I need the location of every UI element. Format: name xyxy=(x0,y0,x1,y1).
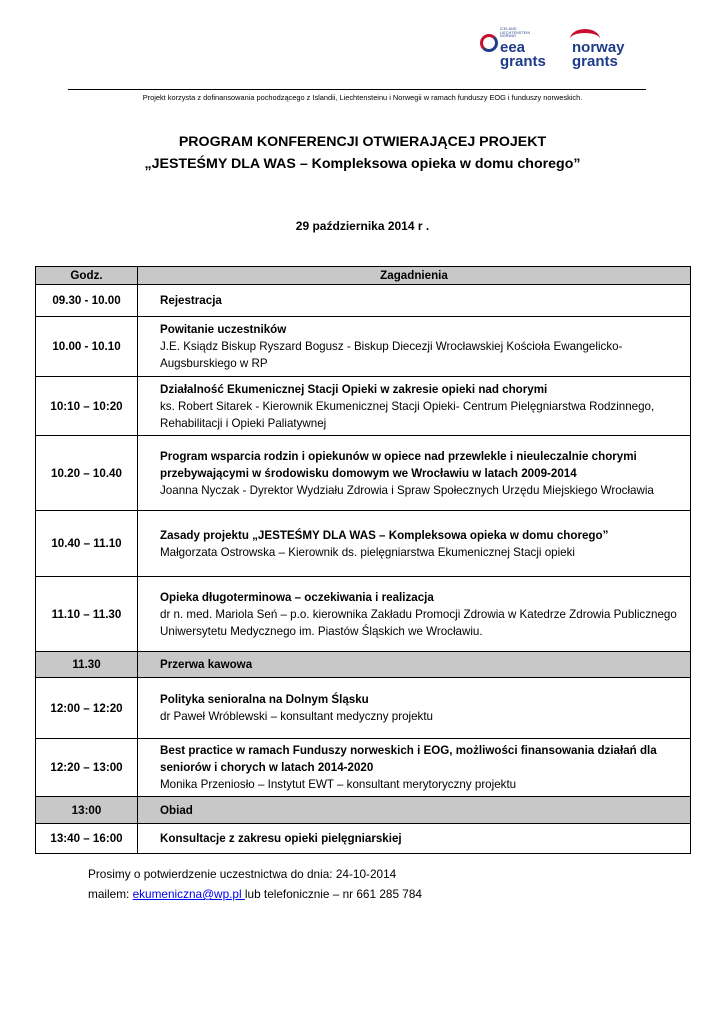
email-link[interactable]: ekumeniczna@wp.pl xyxy=(132,887,245,901)
table-row xyxy=(36,824,691,854)
document-title: PROGRAM KONFERENCJI OTWIERAJĄCEJ PROJEKT xyxy=(178,134,547,150)
schedule-table xyxy=(35,266,691,854)
table-row-break xyxy=(36,652,691,678)
row-time: 12:20 – 13:00 xyxy=(36,739,138,797)
document-subtitle: „JESTEŚMY DLA WAS – Kompleksowa opieka w domu chorego” xyxy=(144,156,581,172)
table-row xyxy=(36,436,691,511)
table-row-lunch xyxy=(36,797,691,824)
row-topic: Konsultacje z zakresu opieki pielęgniarskiej xyxy=(138,824,691,854)
row-time: 12:00 – 12:20 xyxy=(36,678,138,739)
row-time: 09.30 - 10.00 xyxy=(36,285,138,317)
row-topic: Zasady projektu „JESTEŚMY DLA WAS – Kompleksowa opieka w domu chorego” Małgorzata Ostrowska – Kierownik ds. pielęgniarstwa Ekumenicznej Stacji opieki xyxy=(138,511,691,577)
row-time: 10.20 – 10.40 xyxy=(36,436,138,511)
logos xyxy=(478,26,648,72)
row-topic: Program wsparcia rodzin i opiekunów w opiece nad przewlekle i nieuleczalnie chorymi przebywającymi w środowisku domowym we Wrocławiu w latach 2009-2014 Joanna Nyczak - Dyrektor Wydziału Zdrowia i Spraw Społecznych Urzędu Miejskiego Wrocławia xyxy=(138,436,691,511)
row-time: 10:10 – 10:20 xyxy=(36,377,138,436)
header-divider xyxy=(68,89,646,90)
eea-ring-icon xyxy=(480,34,498,52)
row-time: 13:40 – 16:00 xyxy=(36,824,138,854)
eea-grants-logo xyxy=(478,26,548,72)
row-topic: Polityka senioralna na Dolnym Śląsku dr Paweł Wróblewski – konsultant medyczny projektu xyxy=(138,678,691,739)
table-header-row xyxy=(36,267,691,285)
header-time: Godz. xyxy=(36,267,138,285)
row-time: 11.10 – 11.30 xyxy=(36,577,138,652)
row-topic: Rejestracja xyxy=(138,285,691,317)
eea-word: eea xyxy=(500,39,526,56)
table-row xyxy=(36,678,691,739)
table-row xyxy=(36,511,691,577)
norway-grants-logo xyxy=(568,26,648,72)
table-row xyxy=(36,285,691,317)
funding-note: Projekt korzysta z dofinansowania pochodzącego z Islandii, Liechtensteinu i Norwegii w ramach funduszy EOG i funduszy norweskich. xyxy=(142,93,583,102)
conference-date: 29 października 2014 r . xyxy=(295,219,430,233)
rsvp-note: Prosimy o potwierdzenie uczestnictwa do dnia: 24-10-2014 xyxy=(88,867,397,881)
row-topic: Best practice w ramach Funduszy norweskich i EOG, możliwości finansowania działań dla seniorów i chorych w latach 2014-2020 Monika Przeniosło – Instytut EWT – konsultant merytoryczny projektu xyxy=(138,739,691,797)
table-row xyxy=(36,739,691,797)
table-row xyxy=(36,377,691,436)
row-time: 10.00 - 10.10 xyxy=(36,317,138,377)
table-row xyxy=(36,317,691,377)
norway-word: norway xyxy=(572,39,625,56)
row-topic: Opieka długoterminowa – oczekiwania i realizacja dr n. med. Mariola Seń – p.o. kierownika Zakładu Promocji Zdrowia w Katedrze Zdrowia Publicznego Uniwersytetu Medycznego im. Piastów Śląskich we Wrocławiu. xyxy=(138,577,691,652)
row-time: 10.40 – 11.10 xyxy=(36,511,138,577)
eea-grants-word: grants xyxy=(500,53,546,70)
norway-grants-word: grants xyxy=(572,53,618,70)
row-time: 13:00 xyxy=(36,797,138,824)
row-topic: Przerwa kawowa xyxy=(138,652,691,678)
contact-line: mailem: ekumeniczna@wp.pl lub telefonicznie – nr 661 285 784 xyxy=(88,887,422,901)
row-topic: Działalność Ekumenicznej Stacji Opieki w zakresie opieki nad chorymi ks. Robert Sitarek - Kierownik Ekumenicznej Stacji Opieki- Centrum Pielęgniarstwa Rodzinnego, Rehabilitacji i Opieki Paliatywnej xyxy=(138,377,691,436)
table-row xyxy=(36,577,691,652)
header-topic: Zagadnienia xyxy=(138,267,691,285)
row-topic: Powitanie uczestników J.E. Ksiądz Biskup Ryszard Bogusz - Biskup Diecezji Wrocławskiej Kościoła Ewangelicko-Augsburskiego w RP xyxy=(138,317,691,377)
eea-tiny-text: ICELAND LIECHTENSTEIN NORWAY xyxy=(500,27,531,39)
row-topic: Obiad xyxy=(138,797,691,824)
row-time: 11.30 xyxy=(36,652,138,678)
